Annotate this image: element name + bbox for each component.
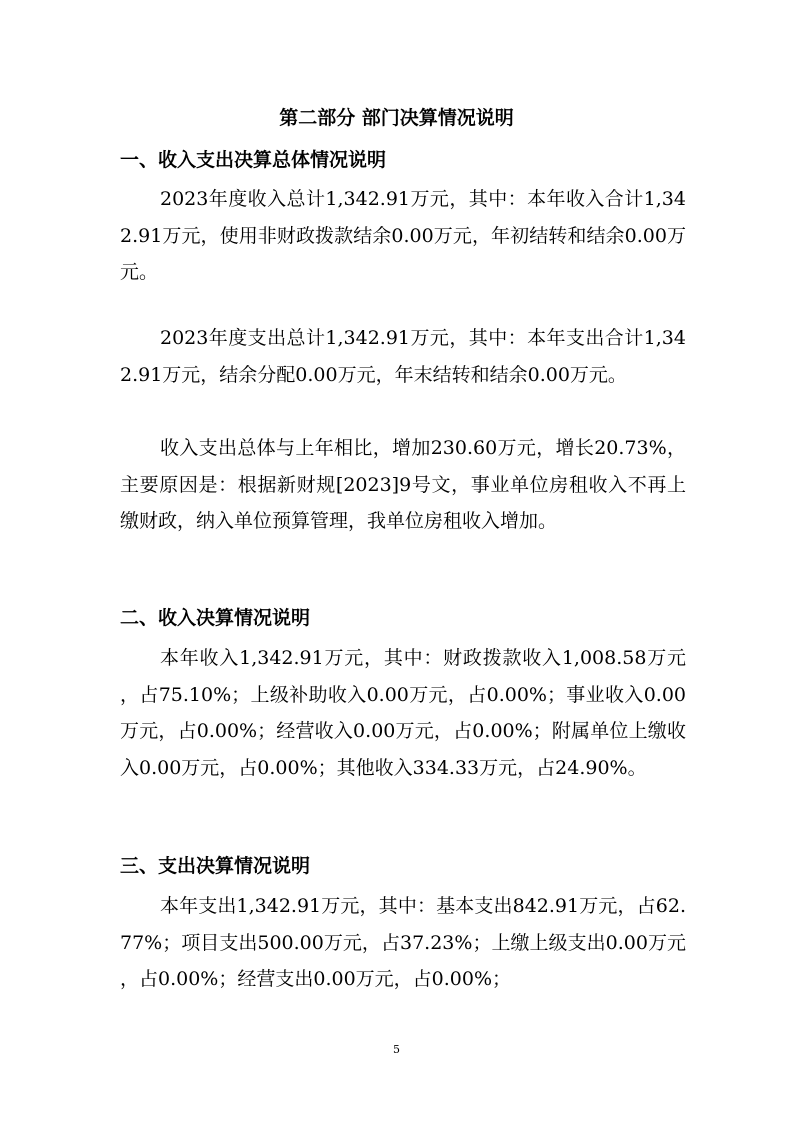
section-3-paragraph-1: 本年支出1,342.91万元，其中：基本支出842.91万元，占62.77%；项目支出500.00万元，占37.23%；上缴上级支出0.00万元，占0.00%；经营支出0.00万元，占0.00%； <box>120 895 686 990</box>
section-heading-1: 一、收入支出决算总体情况说明 <box>120 149 387 171</box>
section-1-paragraph-1: 2023年度收入总计1,342.91万元，其中：本年收入合计1,342.91万元，使用非财政拨款结余0.00万元，年初结转和结余0.00万元。 <box>120 188 686 283</box>
section-2-paragraph-1: 本年收入1,342.91万元，其中：财政拨款收入1,008.58万元，占75.10%；上级补助收入0.00万元，占0.00%；事业收入0.00万元，占0.00%；经营收入0.00万元，占0.00%；附属单位上缴收入0.00万元，占0.00%；其他收入334.33万元，占24.90%。 <box>120 647 686 779</box>
section-1-paragraph-2: 2023年度支出总计1,342.91万元，其中：本年支出合计1,342.91万元，结余分配0.00万元，年末结转和结余0.00万元。 <box>120 327 686 386</box>
section-1-paragraph-3: 收入支出总体与上年相比，增加230.60万元，增长20.73%，主要原因是：根据新财规[2023]9号文，事业单位房租收入不再上缴财政，纳入单位预算管理，我单位房租收入增加。 <box>120 437 686 532</box>
page-title: 第二部分 部门决算情况说明 <box>279 107 514 129</box>
page-number: 5 <box>393 1043 400 1056</box>
section-heading-3: 三、支出决算情况说明 <box>120 855 311 877</box>
section-heading-2: 二、收入决算情况说明 <box>120 607 311 629</box>
